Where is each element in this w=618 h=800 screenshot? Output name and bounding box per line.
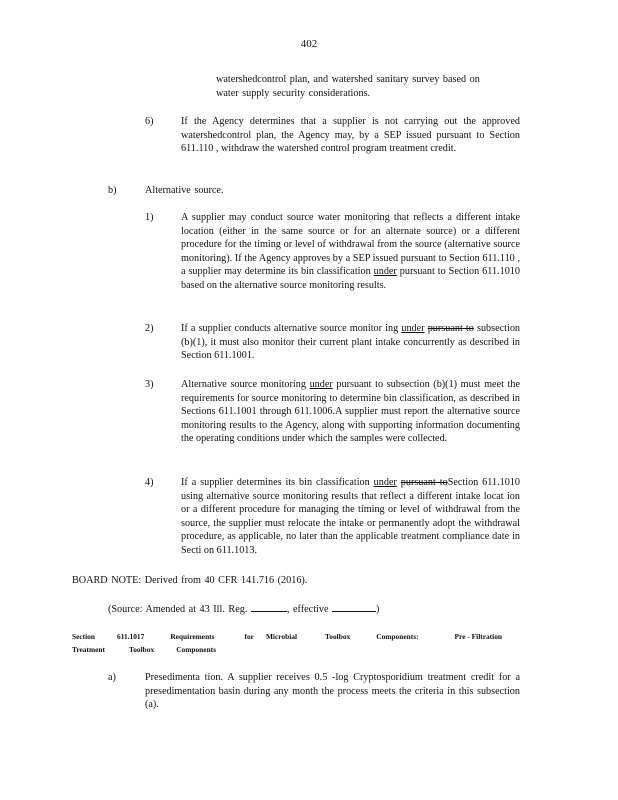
section-word-6: Toolbox — [325, 632, 351, 641]
section-word-3: Requirements — [170, 632, 215, 641]
item-b3-marker: 3) — [145, 379, 154, 390]
item-b1-marker: 1) — [145, 212, 154, 223]
item-b1-text-b: pursuant to Section 611.1010 based on the alternative source monitoring results. — [181, 266, 520, 291]
section-word-11: Components — [176, 645, 217, 654]
subsection-b-marker: b) — [108, 185, 117, 196]
subsection-b-heading: Alternative source. — [145, 185, 224, 196]
section-heading-line-2 — [72, 643, 238, 656]
source-note-text-b: , effective — [286, 604, 329, 615]
section-word-4: for — [244, 632, 254, 641]
section-heading-line-1 — [72, 630, 524, 643]
item-b4-text-b: Section 611.1010 using alternative source monitoring results that reflect a different intake locat ion or a different procedure for managing the timing or level of withdrawal from the source, the supplier must relocate the intake or permanently adopt the withdrawal procedure, as applicable, no later than the applicable treatment compliance date in Secti on 611.1013. — [181, 477, 521, 556]
section-word-2: 611.1017 — [117, 632, 145, 641]
item-b2-marker: 2) — [145, 323, 154, 334]
section-word-1: Section — [72, 632, 95, 641]
item-b1-text-a: A supplier may conduct source water monitoring that reflects a different intake location (either in the same source or for an alternate source) or a different procedure for the timing or level of withdrawal from the source (alternative source monitoring). If the Agency approves by a SEP issued pursuant to Section 611.110 , a supplier may determine its bin classification — [181, 212, 520, 278]
item-6-text: If the Agency determines that a supplier is not carrying out the approved watershedcontrol plan, the Agency may, by a SEP issued pursuant to Section 611.110 , withdraw the watershed control program treatment credit. — [181, 116, 520, 155]
continued-text-line-1: watershedcontrol plan, and watershed sanitary survey based on — [216, 74, 480, 85]
continued-text-line-2: water supply security considerations. — [216, 88, 371, 99]
item-b4-text — [181, 476, 520, 558]
section-word-5: Microbial — [265, 632, 298, 641]
section-word-7: Components: — [376, 632, 419, 641]
source-note — [108, 601, 379, 617]
subsection-a-text: Presedimenta tion. A supplier receives 0.5 -log Cryptosporidium treatment credit for a presedimentation basin during any month the process meets the criteria in this subsection (a). — [145, 672, 520, 711]
item-b2-text-a: If a supplier conducts alternative source monitor ing — [181, 323, 402, 334]
source-note-text-c: ) — [376, 604, 380, 615]
item-b3-text-b: pursuant to subsection (b)(1) must meet the requirements for source monitoring to determine bin classification, as described in Sections 611.1001 through 611.1006.A supplier must report the alternative source monitoring results to the Agency, along with supporting information documenting the operating conditions under which the samples were collected. — [181, 379, 520, 445]
subsection-a-marker: a) — [108, 672, 116, 683]
section-word-10: Toolbox — [128, 645, 155, 654]
item-b2-text-b: subsection (b)(1), it must also monitor their current plant intake concurrently as described in Section 611.1001. — [181, 323, 521, 362]
source-note-blank-volume — [251, 601, 287, 612]
item-b4-deleted-words: pursuant to — [400, 477, 448, 488]
item-b2-text — [181, 322, 520, 363]
item-b3-text — [181, 378, 520, 446]
page-number: 402 — [300, 38, 318, 50]
item-b1-inserted-word: under — [373, 266, 397, 278]
item-b3-text-a: Alternative source monitoring — [181, 379, 310, 390]
source-note-blank-date — [332, 601, 376, 612]
section-word-8: Pre - Filtration — [454, 632, 503, 641]
item-b4-inserted-word: under — [373, 477, 397, 488]
source-note-text-a: (Source: Amended at 43 Ill. Reg. — [108, 604, 248, 615]
item-b2-deleted-words: pursuant to — [427, 323, 474, 334]
item-b1-text — [181, 211, 520, 293]
item-6-marker: 6) — [145, 116, 154, 127]
item-b3-inserted-word: under — [309, 379, 333, 390]
item-b4-text-a: If a supplier determines its bin classification — [181, 477, 374, 488]
board-note: BOARD NOTE: Derived from 40 CFR 141.716 (2016). — [72, 575, 308, 586]
section-word-9: Treatment — [72, 645, 105, 654]
item-b4-marker: 4) — [145, 477, 154, 488]
item-b2-inserted-word: under — [401, 323, 425, 334]
